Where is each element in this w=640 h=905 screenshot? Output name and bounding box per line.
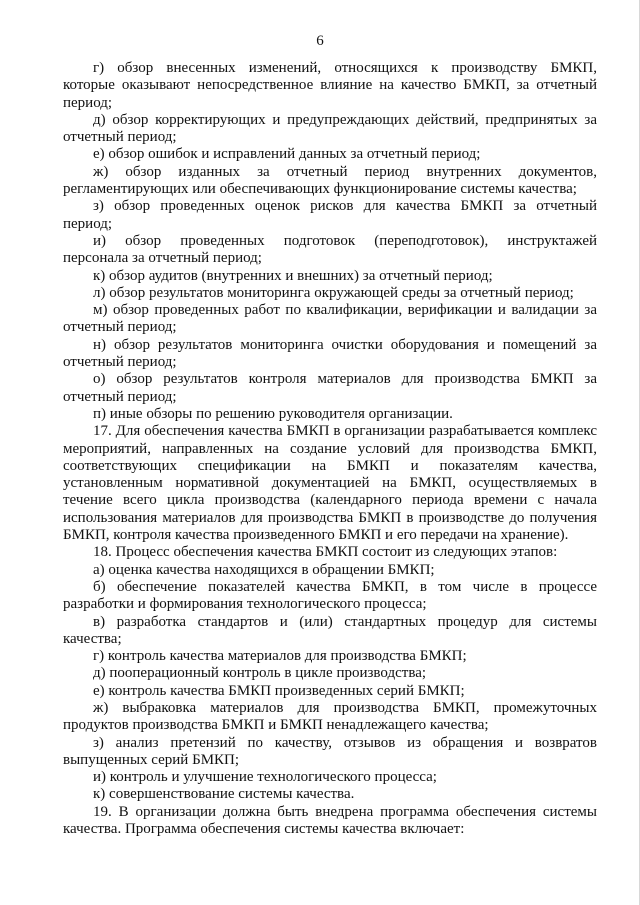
stage-a: а) оценка качества находящихся в обращении БМКП; <box>93 561 435 578</box>
paragraph-19-cont: качества. Программа обеспечения системы качества включает: <box>63 821 465 838</box>
list-item-p: п) иные обзоры по решению руководителя организации. <box>93 405 453 422</box>
list-item-o-cont: отчетный период; <box>63 388 177 405</box>
stage-i: и) контроль и улучшение технологического процесса; <box>93 769 437 786</box>
list-item-zh: ж) обзор изданных за отчетный период внутренних документов, <box>93 163 597 180</box>
stage-v-cont: качества; <box>63 630 122 647</box>
list-item-g-cont: которые оказывают непосредственное влияние на качество БМКП, за отчетный период; <box>63 77 597 111</box>
list-item-n: н) обзор результатов мониторинга очистки оборудования и помещений за <box>93 336 597 353</box>
paragraph-17: 17. Для обеспечения качества БМКП в организации разрабатывается комплекс мероприятий, направленных на создание условий для производства БМКП, соответствующих спецификации на БМКП и показателям качества, установленным нормативной документацией на БМКП, осуществляемых в течение всего цикла производства (календарного периода времени с начала использования материалов для производства БМКП в производстве до получения БМКП, контроля качества произведенного БМКП и его передачи на хранение). <box>63 423 597 544</box>
stage-b: б) обеспечение показателей качества БМКП, в том числе в процессе <box>93 578 597 595</box>
list-item-m: м) обзор проведенных работ по квалификации, верификации и валидации за <box>93 302 597 319</box>
stage-g: г) контроль качества материалов для производства БМКП; <box>93 648 467 665</box>
page-number: 6 <box>316 33 324 49</box>
list-item-o: о) обзор результатов контроля материалов для производства БМКП за <box>93 371 597 388</box>
paragraph-19: 19. В организации должна быть внедрена программа обеспечения системы <box>93 803 597 820</box>
list-item-z-cont: период; <box>63 215 113 232</box>
stage-z: з) анализ претензий по качеству, отзывов из обращения и возвратов <box>93 734 597 751</box>
list-item-l: л) обзор результатов мониторинга окружающей среды за отчетный период; <box>93 284 574 301</box>
list-item-z: з) обзор проведенных оценок рисков для качества БМКП за отчетный <box>93 198 597 215</box>
stage-d: д) пооперационный контроль в цикле производства; <box>93 665 427 682</box>
stage-zh: ж) выбраковка материалов для производства БМКП, промежуточных <box>93 699 597 716</box>
stage-b-cont: разработки и формирования технологического процесса; <box>63 596 427 613</box>
stage-zh-cont: продуктов производства БМКП и БМКП ненадлежащего качества; <box>63 717 489 734</box>
list-item-m-cont: отчетный период; <box>63 319 177 336</box>
list-item-i: и) обзор проведенных подготовок (переподготовок), инструктажей <box>93 232 597 249</box>
list-item-i-cont: персонала за отчетный период; <box>63 250 262 267</box>
document-body <box>63 60 597 838</box>
stage-e: е) контроль качества БМКП произведенных серий БМКП; <box>93 682 465 699</box>
list-item-d-cont: отчетный период; <box>63 129 177 146</box>
stage-v: в) разработка стандартов и (или) стандартных процедур для системы <box>93 613 597 630</box>
list-item-e: е) обзор ошибок и исправлений данных за отчетный период; <box>93 146 481 163</box>
paragraph-18: 18. Процесс обеспечения качества БМКП состоит из следующих этапов: <box>93 544 558 561</box>
stage-z-cont: выпущенных серий БМКП; <box>63 751 240 768</box>
list-item-zh-cont: регламентирующих или обеспечивающих функционирование системы качества; <box>63 181 577 198</box>
list-item-k: к) обзор аудитов (внутренних и внешних) за отчетный период; <box>93 267 493 284</box>
list-item-g: г) обзор внесенных изменений, относящихся к производству БМКП, <box>93 60 597 76</box>
list-item-d: д) обзор корректирующих и предупреждающих действий, предпринятых за <box>93 111 597 128</box>
stage-k: к) совершенствование системы качества. <box>93 786 355 803</box>
list-item-n-cont: отчетный период; <box>63 354 177 371</box>
